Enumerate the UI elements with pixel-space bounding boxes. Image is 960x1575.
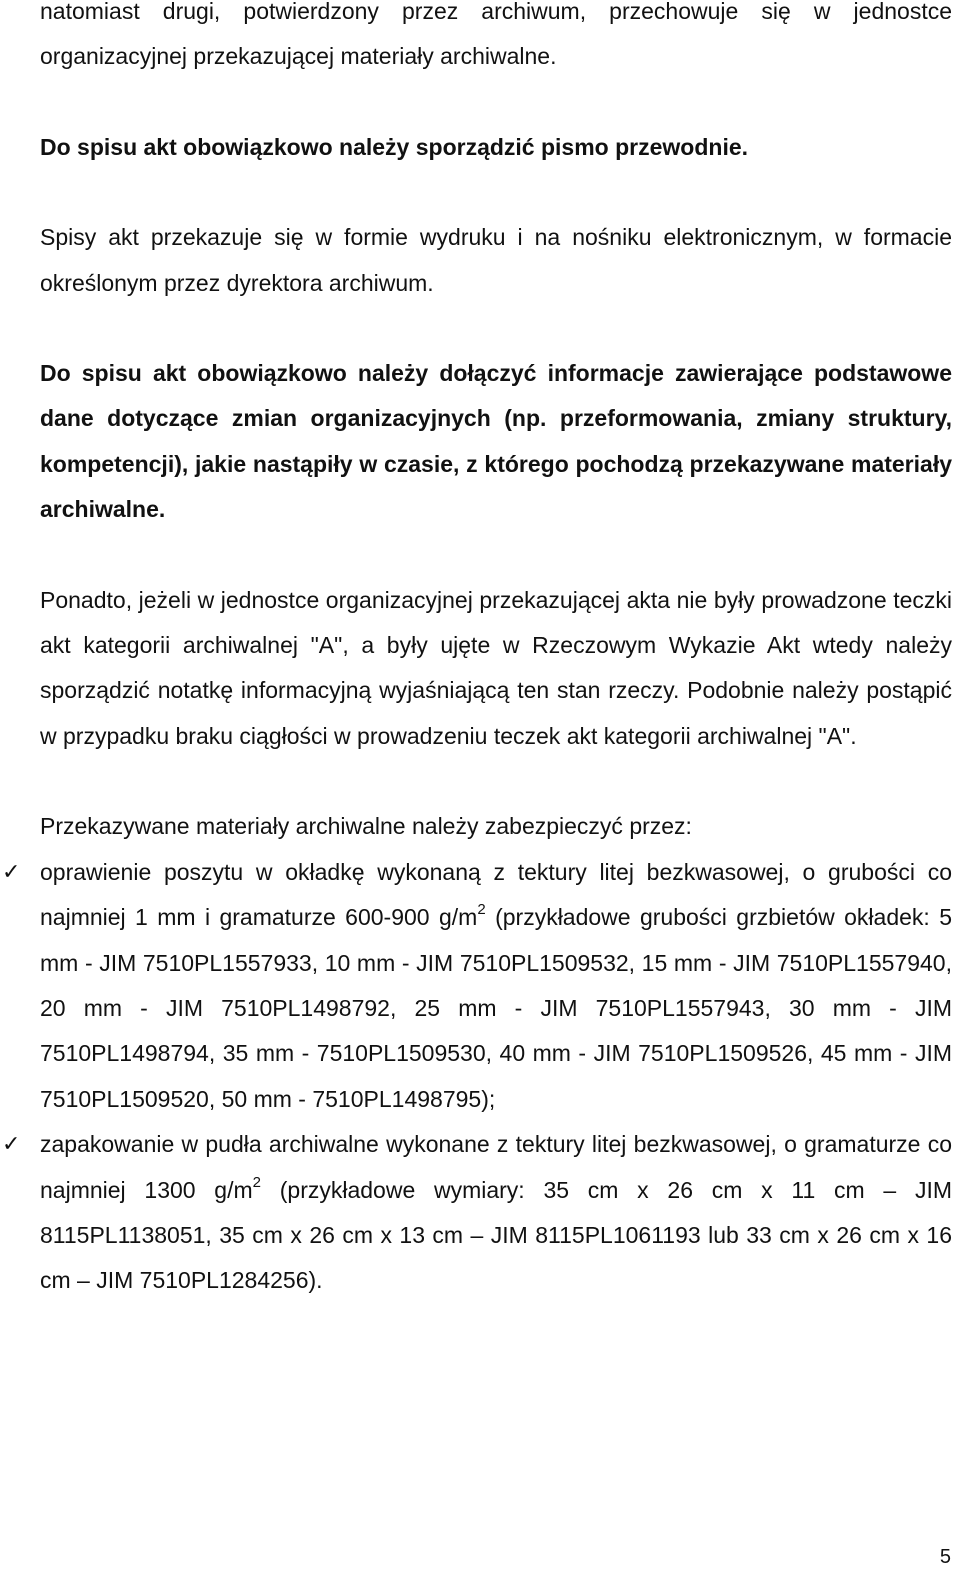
list-item-text-start: zapakowanie w pudła archiwalne wykonane z tektury litej bezkwasowej, o gramaturze co najmniej 1300 g/m (40, 1131, 952, 1203)
list-item (2, 850, 952, 1122)
checkmark-icon: ✓ (2, 859, 21, 885)
list-item-text-start: oprawienie poszytu w okładkę wykonaną z tektury litej bezkwasowej, o grubości co najmniej 1 mm i gramaturze 600-900 g/m (40, 858, 952, 931)
list-item-text-end: (przykładowe wymiary: 35 cm x 26 cm x 11 cm – JIM 8115PL1138051, 35 cm x 26 cm x 13 cm – JIM 8115PL1061193 lub 33 cm x 26 cm x 16 cm – JIM 7510PL1284256). (40, 1176, 952, 1294)
securing-checklist (2, 850, 952, 1304)
paragraph-category-a-note: Ponadto, jeżeli w jednostce organizacyjnej przekazującej akta nie były prowadzone teczki akt kategorii archiwalnej "A", a były ujęte w Rzeczowym Wykazie Akt wtedy należy sporządzić notatkę informacyjną wyjaśniającą ten stan rzeczy. Podobnie należy postąpić w przypadku braku ciągłości w prowadzeniu teczek akt kategorii archiwalnej "A". (40, 586, 952, 749)
paragraph-archive-copy: natomiast drugi, potwierdzony przez archiwum, przechowuje się w jednostce organizacyjnej przekazującej materiały archiwalne. (40, 0, 952, 70)
paragraph-organizational-changes: Do spisu akt obowiązkowo należy dołączyć informacje zawierające podstawowe dane dotyczące zmian organizacyjnych (np. przeformowania, zmiany struktury, kompetencji), jakie nastąpiły w czasie, z którego pochodzą przekazywane materiały archiwalne. (40, 360, 952, 523)
paragraph-cover-letter: Do spisu akt obowiązkowo należy sporządzić pismo przewodnie. (40, 133, 749, 160)
checkmark-icon: ✓ (2, 1132, 21, 1158)
list-item-text-end: (przykładowe grubości grzbietów okładek: 5 mm - JIM 7510PL1557933, 10 mm - JIM 7510PL1509532, 15 mm - JIM 7510PL1557940, 20 mm - JIM 7510PL1498792, 25 mm - JIM 7510PL1557943, 30 mm - JIM 7510PL1498794, 35 mm - 7510PL1509530, 40 mm - JIM 7510PL1509526, 45 mm - JIM 7510PL1509520, 50 mm - 7510PL1498795); (40, 904, 952, 1112)
superscript: 2 (252, 1173, 261, 1191)
paragraph-securing-intro: Przekazywane materiały archiwalne należy zabezpieczyć przez: (40, 813, 692, 840)
paragraph-print-format: Spisy akt przekazuje się w formie wydruku i na nośniku elektronicznym, w formacie określonym przez dyrektora archiwum. (40, 224, 952, 296)
page-number: 5 (939, 1546, 951, 1568)
list-item (2, 1122, 952, 1304)
superscript: 2 (477, 901, 486, 919)
document-page (2, 0, 952, 1304)
